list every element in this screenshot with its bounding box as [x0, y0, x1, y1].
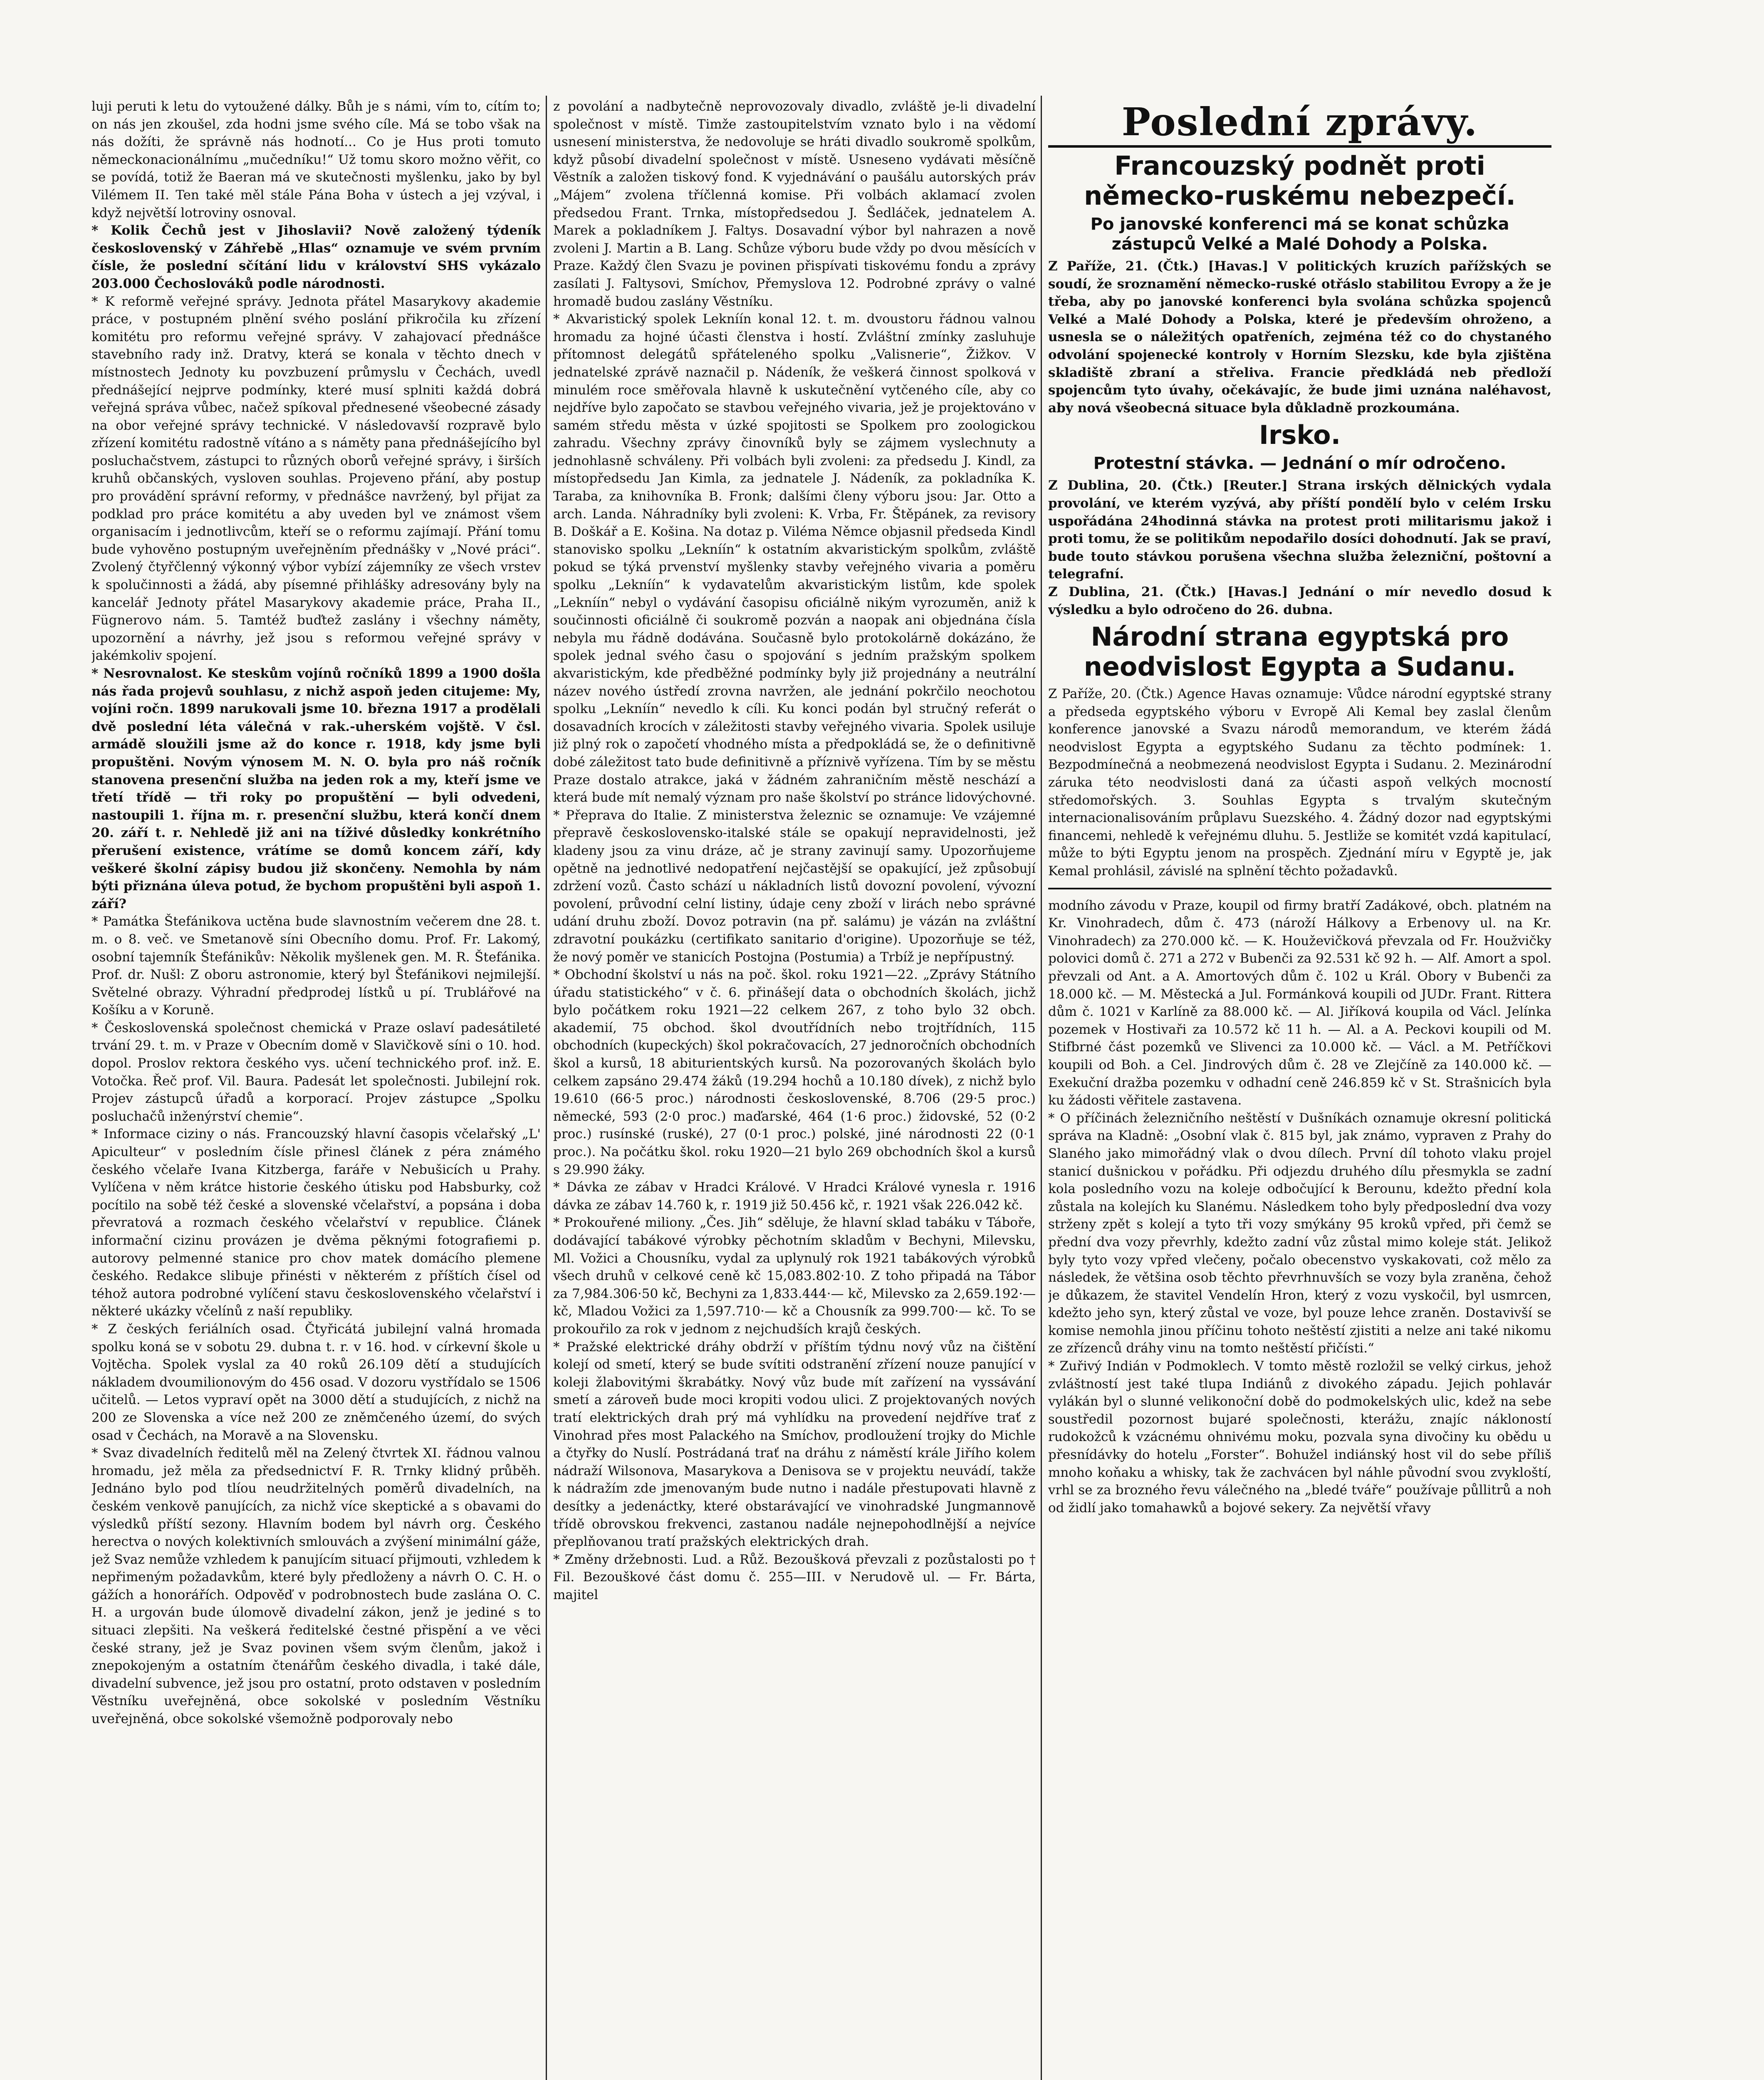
column-2 [553, 98, 1036, 2080]
article-text: * Zuřivý Indián v Podmoklech. V tomto městě rozložil se velký cirkus, jehož zvláštností jest také tlupa Indiánů z divokého západu. Jejich pohlavár vylákán byl o slunné velikonoční době do podmokelských ulic, kdež na sebe soustředil pozornost bujaré společnosti, kterážu, znajíc nákloností rudokožců k vzácnému ohnivému moku, pozvala syna divočiny ku obědu u přesnídávky do hotelu „Forster“. Bohužel indiánský host vil do sebe příliš mnoho koňaku a whisky, tak že zachvácen byl náhle původní svou zvykloští, vrhl se za brozného řevu válečného na „bledé tváře“ používaje půllitrů a noh od židlí jako tomahawků a bojové sekery. Za největší vřavy [1048, 1359, 1551, 1515]
article-text: * Svaz divadelních ředitelů měl na Zelený čtvrtek XI. řádnou valnou hromadu, jež měla za předsednictví F. R. Trnky klidný průběh. Jednáno bylo pod tlíou neudržitelných poměrů divadelních, na českém venkově panujících, za nichž více skeptické a s obavami do výsledků příští sezony. Hlavním bodem byl návrh org. Českého herectva o nových kolektivních smlouvách a zvýšení minimální gáže, jež Svaz nemůže vzhledem k panujícím situací přijmouti, vzhledem k nepřimeným požadavkům, které byly předloženy a návrh O. C. H. o gážích a honorářích. Odpověď v podrobnostech bude zaslána O. C. H. a urgován bude úlomově divadelní zákon, jenž je jediné s to situaci zlepšiti. Na veškerá ředitelské čestné přispění a ve věci české strany, jež je Svaz povinen všem svým členům, jakož i znepokojeným a ostatním čtenářům českého divadla, i také dále, divadelní subvence, jež jsou pro ostatní, proto odstaven v posledním Věstníku uveřejněná, obce sokolské v posledním Věstníku uveřejněná, obce sokolské všemožně podporovaly nebo [92, 1446, 541, 1727]
headline-france: Francouzský podnět proti německo-ruskému nebezpečí. [1084, 151, 1516, 211]
column-1 [92, 98, 541, 2080]
article-text: * Památka Štefánikova uctěna bude slavnostním večerem dne 28. t. m. o 8. več. ve Smetanově síni Obecního domu. Prof. Fr. Lakomý, osobní tajemník Štefánikův: Několik myšlenek gen. M. R. Štefánika. Prof. dr. Nušl: Z oboru astronomie, který byl Štefánikovi nejmilejší. Světelné obrazy. Výhradní předprodej lístků u pí. Trublářové na Košíku a v Koruně. [92, 914, 541, 1018]
article-text: * Informace ciziny o nás. Francouzský hlavní časopis včelařský „L' Apiculteur“ v posledním čísle přinesl článek z péra známého českého včelaře Ivana Kitzberga, faráře v Nebušicích u Prahy. Vylíčena v něm krátce historie českého útisku pod Habsburky, což pocítilo na sobě též české a slovenské včelařství, a popsána i doba převratová a rozmach českého včelařství v republice. Článek informační cizinu provázen je dvěma pěknými fotografiemi p. autorovy pelmenné stanice pro chov matek domácího plemene českého. Redakce slibuje přinésti v některém z příštích čísel od téhož autora podrobné vylíčení stavu československého včelařství i některé ukázky včelínů z naší republiky. [92, 1127, 541, 1319]
article-text: * Z českých feriálních osad. Čtyřicátá jubilejní valná hromada spolku koná se v sobotu 29. dubna t. r. v 16. hod. v církevní škole u Vojtěcha. Spolek vyslal za 40 roků 26.109 dětí a studujících nákladem dvoumilionovým do 456 osad. V dozoru vystřídalo se 1506 učitelů. — Letos vypraví opět na 3000 dětí a studujících, z nichž na 200 ze Slovenska a více než 200 ze zněmčeného území, do svých osad v Čechách, na Moravě a na Slovensku. [92, 1321, 541, 1443]
article-text: * Pražské elektrické dráhy obdrží v příštím týdnu nový vůz na čištění kolejí od smetí, který se bude svítiti odstranění zřízení nouze panující v koleji žlabovitými škrabátky. Nový vůz bude mít zařízení na vyssávání smetí a zároveň bude moci kropiti vodou ulici. Z projektovaných nových tratí elektrických drah prý má vyhlídku na provedení nejdříve trať z Vinohrad přes most Palackého na Smíchov, prodloužení trojky do Michle a čtyřky do Nuslí. Postrádaná trať na dráhu z náměstí krále Jiřího kolem nádraží Wilsonova, Masarykova a Denisova se v projektu neuvádí, takže k nádražím zde jmenovaným bude nutno i nadále přestupovati hlavně z desítky a jedenáctky, které obstarávající ve vinohradské Jungmannově třídě obrovskou frekvenci, zastanou nadále nejnepohodlnější a nejvíce přeplňovanou tratí pražských elektrických drah. [553, 1339, 1036, 1550]
subheadline-ireland: Protestní stávka. — Jednání o mír odročeno. [1093, 454, 1507, 473]
article-text: * Nesrovnalost. Ke steskům vojínů ročníků 1899 a 1900 došla nás řada projevů souhlasu, z nichž aspoň jeden citujeme: My, vojíni ročn. 1899 narukovali jsme 10. března 1917 a prodělali dvě poslední léta válečná v rak.-uherském vojště. V čsl. armádě sloužili jsme až do konce r. 1918, kdy jsme byli propuštěni. Novým výnosem M. N. O. byla pro náš ročník stanovena presenční služba na jeden rok a my, kteří jsme ve třetí třídě — tři roky po propuštění — byli odvedeni, nastoupili 1. října m. r. presenční službu, která končí dnem 20. září t. r. Nehledě již ani na tíživé důsledky konkrétního přerušení existence, vrátíme se domů koncem září, kdy veškeré školní zápisy budou již skončeny. Nemohla by nám býti přiznána úleva potud, že bychom propuštěni byli aspoň 1. září? [92, 666, 541, 911]
article-text: * Přeprava do Italie. Z ministerstva železnic se oznamuje: Ve vzájemné přepravě československo-italské stále se opakují nepravidelnosti, jež kladeny jsou za vinu dráze, ač je strany zavinují samy. Upozorňujeme opětně na jednotlivé nedopatření nejčastější se opakující, jež způsobují zdržení vozů. Často schází u nákladních listů dovozní povolení, vývozní povolení, průvodní celní listiny, údaje ceny zboží v lirách nebo správné udání druhu zboží. Dovoz potravin (na př. salámu) je vázán na zvláštní zdravotní poukázku (certifikato sanitario d'origine). Upozorňuje se též, že nový poměr ve stanicích Postojna (Postumia) a Trbíž je nepřípustný. [553, 807, 1036, 965]
section-divider [1048, 888, 1551, 889]
headline-ireland: Irsko. [1259, 420, 1341, 451]
headline-egypt: Národní strana egyptská pro neodvislost Egypta a Sudanu. [1084, 622, 1516, 682]
article-text: Z Paříže, 20. (Čtk.) Agence Havas oznamuje: Vůdce národní egyptské strany a předseda egyptského výboru v Evropě Ali Kemal bey zaslal členům konference janovské a Svazu národů memorandum, ve kterém žádá neodvislost Egypta a egyptského Sudanu za těchto podmínek: 1. Bezpodmínečná a neobmezená neodvislost Egypta i Sudanu. 2. Mezinárodní záruka této neodvislosti daná za účasti aspoň velkých mocností středomořských. 3. Souhlas Egypta s trvalým skutečným internacionalisováním průplavu Suezského. 4. Žádný dozor nad egyptskými financemi, nehledě k veřejnému dluhu. 5. Jestliže se komitét vzdá kapitulací, může to býti Egyptu jenom na prospěch. Zjednání míru v Egyptě je, jak Kemal prohlásil, závislé na splnění těchto požadavků. [1048, 686, 1551, 879]
article-text: * K reformě veřejné správy. Jednota přátel Masarykovy akademie práce, v postupném plnění svého poslání přikročila ku zřízení komitétu pro reformu veřejné správy. V zahajovací přednášce stavebního rady inž. Dratvy, která se konala v těchto dnech v místnostech Jednoty ku povzbuzení průmyslu v Čechách, uvedl přednášející nejprve podmínky, které musí splniti každá dobrá veřejná správa vůbec, načež spíkoval přednesené všeobecné zásady na obor veřejné správy technické. V následovavší rozpravě bylo zřízení komitétu radostně vítáno a s náměty pana přednášejícího byl posluchačstvem, zástupci to různých oborů veřejné správy, i širších kruhů občanských, vysloven souhlas. Projeveno přání, aby postup pro provádění správní reformy, v přednášce navržený, byl přijat za podklad pro práce komitétu a aby uveden byl ve známost všem organisacím i jednotlivcům, kteří se o reformu zajímají. Přání tomu bude vyhověno postupným uveřejněním přednášky v „Nové práci“. Zvolený čtyřčlenný výkonný výbor vybízí zájemníky ze všech vrstev k spolučinnosti a žádá, aby písemné přihlášky adresovány byly na kancelář Jednoty přátel Masarykovy akademie práce, Praha II., Fügnerovo nám. 5. Tamtéž buďtež zaslány i všechny náměty, upozornění a návrhy, jež jsou s reformou veřejné správy v jakémkoliv spojení. [92, 294, 541, 664]
article-text: luji peruti k letu do vytoužené dálky. Bůh je s námi, vím to, cítím to; on nás jen zkoušel, zda hodni jsme svého cíle. Má se tobo však na nás dožíti, že správně nás hodnotí... Co je Hus proti tomuto německonacionálnímu „mučedníku!“ Už tomu skoro možno věřit, co se povídá, totiž že Baeran má ve skutečnosti myšlenku, jako by byl Vilémem II. Ten také měl stále Pána Boha v ústech a jej vzýval, i když největší lotroviny osnoval. [92, 99, 541, 220]
masthead-latest-news: Poslední zprávy. [1048, 101, 1551, 148]
article-text: * O příčinách železničního neštěstí v Dušníkách oznamuje okresní politická správa na Kladně: „Osobní vlak č. 815 byl, jak známo, vypraven z Prahy do Slaného jako mimořádný vlak o dvou dílech. První díl tohoto vlaku projel stanicí dušnickou v pořádku. Při odjezdu druhého dílu přesmykla se zadní kola posledního vozu na koleje odbočující k Berounu, kdežto přední kola zůstala na kolejích ku Slanému. Následkem toho byly předposlední dva vozy strženy zpět s kolejí a tyto tři vozy smýkány 95 kroků vpřed, při čemž se přední dva vozy převrhly, kdežto zadní vůz zůstal mimo koleje stát. Jelikož byly tyto vozy vpřed vlečeny, počalo obecenstvo vyskakovati, což mělo za následek, že většina osob těchto převrhnuvších se vozy byla zraněna, čehož je důkazem, že stavitel Vendelín Hron, který z vozu vyskočil, byl usmrcen, kdežto jeho syn, který zůstal ve voze, byl pouze lehce zraněn. Dostavivší se komise nemohla jinou příčinu tohoto neštěstí zjistiti a nelze ani také nikomu ze zřízenců dráhy vinu na tomto neštěstí přičísti.“ [1048, 1110, 1551, 1356]
article-text: * Prokouřené miliony. „Čes. Jih“ sděluje, že hlavní sklad tabáku v Táboře, dodávající tabákové výrobky pěchotním skladům v Bechyni, Milevsku, Ml. Vožici a Chousníku, vydal za uplynulý rok 1921 tabákových výrobků všech druhů v celkové ceně kč 15,083.802·10. Z toho připadá na Tábor za 7,984.306·50 kč, Bechyni za 1,833.444·— kč, Milevsko za 2,659.192·— kč, Mladou Vožici za 1,597.710·— kč a Chousník za 999.700·— kč. To se prokouřilo za rok v jednom z nejchudších krajů českých. [553, 1215, 1036, 1337]
article-text: modního závodu v Praze, koupil od firmy bratří Zadákové, obch. platném na Kr. Vinohradech, dům č. 473 (nároží Hálkovy a Erbenovy ul. na Kr. Vinohradech) za 270.000 kč. — K. Houževičková převzala od Fr. Houžvičky polovici domů č. 271 a 272 v Bubenči za 92.531 kč 92 h. — Alf. Amort a spol. převzali od Ant. a A. Amortových dům č. 102 u Král. Obory v Bubenči za 18.000 kč. — M. Městecká a Jul. Formánková koupili od JUDr. Frant. Rittera dům č. 1021 v Karlíně za 88.000 kč. — Al. Jiříková koupila od Václ. Jelínka pozemek v Hostivaři za 10.572 kč 11 h. — Al. a A. Peckovi koupili od M. Stifbrné část pozemků ve Slivenci za 10.000 kč. — Václ. a M. Petříčkovi koupili od Boh. a Cel. Jindrových dům č. 28 ve Zlejčíně za 140.000 kč. — Exekuční dražba pozemku v odhadní ceně 246.859 kč v St. Strašnicích byla ku žádosti věřitele zastavena. [1048, 898, 1551, 1108]
article-text: Z Paříže, 21. (Čtk.) [Havas.] V politických kruzích pařížských se soudí, že sroznamění německo-ruské otřáslo stabilitou Evropy a že je třeba, aby po janovské konferenci byla svolána schůzka spojenců Velké a Malé Dohody a Polska, které je především ohroženo, a usnesla se o náležitých opatřeních, zejména též co do chystaného odvolání spojenecké kontroly v Horním Slezsku, kde byla zjištěna skladiště zbraní a střeliva. Francie předkládá neb předloží spojencům tyto úvahy, očekávajíc, že bude jimi uznána naléhavost, aby nová všeobecná situace byla důkladně prozkoumána. [1048, 259, 1551, 416]
article-text: * Obchodní školství u nás na poč. škol. roku 1921—22. „Zprávy Státního úřadu statistického“ v č. 6. přinášejí data o obchodních školách, jichž bylo počátkem roku 1921—22 celkem 267, z toho bylo 32 obch. akademií, 75 obchod. škol dvoutřídních nebo trojtřídních, 115 obchodních (kupeckých) škol pokračovacích, 27 jednoročních obchodních škol a kursů, 18 abiturientských kursů. Na pozorovaných školách bylo celkem zapsáno 29.474 žáků (19.294 hochů a 10.180 dívek), z nichž bylo 19.610 (66·5 proc.) národnosti československé, 8.706 (29·5 proc.) německé, 593 (2·0 proc.) maďarské, 464 (1·6 proc.) židovské, 52 (0·2 proc.) rusínské (ruské), 27 (0·1 proc.) polské, jiné národnosti 22 (0·1 proc.). Na počátku škol. roku 1920—21 bylo 269 obchodních škol a kursů s 29.990 žáky. [553, 967, 1036, 1177]
article-text: * Akvaristický spolek Lekníín konal 12. t. m. dvoustoru řádnou valnou hromadu za hojné účasti členstva i hostí. Zvláštní zmínky zasluhuje přítomnost delegátů spřáteleného spolku „Valisnerie“, Žižkov. V jednatelské zprávě naznačil p. Nádeník, že veškerá činnost spolková v minulém roce směřovala hlavně k uskutečnění vytčeného cíle, aby co nejdříve bylo započato se stavbou veřejného vivaria, jež je projektováno v samém středu města v úzké spojitosti se Spolkem pro zoologickou zahradu. Všechny zprávy činovníků byly se zájmem vyslechnuty a jednohlasně schváleny. Při volbách byli zvoleni: za předsedu J. Kindl, za místopředsedu Jan Kimla, za jednatele J. Nádeník, za pokladníka K. Taraba, za knihovníka B. Fronk; dalšími členy výboru jsou: Jar. Otto a arch. Landa. Náhradníky byli zvoleni: K. Vrba, Fr. Štěpánek, za revisory B. Doškář a E. Košina. Na dotaz p. Viléma Němce objasnil předseda Kindl stanovisko spolku „Lekníín“ k ostatním akvaristickým spolkům, zvláště pokud se týká prvenství myšlenky stavby veřejného vivaria a poměru spolku „Lekníín“ k vydavatelům akvaristickým listům, kde spolek „Lekníín“ nebyl o vydávání časopisu oficiálně nikým vyrozuměn, aniž k součinnosti oficiálně či soukromě pozván a naopak ani objednána čísla nebyla mu řádně dodávána. Současně bylo protokolárně dokázáno, že spolek jednal svého času o spojování s jedním pražským spolkem akvaristickým, kde předběžné podmínky byly již projednány a neutrální název nového ústředí zrovna navržen, ale jednání pokrčilo neochotou spolku „Lekníín“ nevedlo k cíli. Ku konci podán byl stručný referát o dosavadních krocích v záležitosti stavby veřejného vivaria. Spolek usiluje již plný rok o započetí vhodného místa a předpokládá se, že o definitivně dobé záležitost tato bude definitivně a příznivě vyřízena. Tím by se městu Praze dostalo atrakce, jaká v žádném zahraničním městě neschází a která bude mít nemalý význam pro naše školství po stránce lidovýchovné. [553, 312, 1036, 805]
subheadline-france: Po janovské konferenci má se konat schůzka zástupců Velké a Malé Dohody a Polska. [1090, 215, 1509, 254]
column-rule [546, 96, 547, 2080]
article-text: * Kolik Čechů jest v Jihoslavii? Nově založený týdeník československý v Záhřebě „Hlas“ oznamuje ve svém prvním čísle, že poslední sčítání lidu v království SHS vykázalo 203.000 Čechoslováků podle národnosti. [92, 223, 541, 291]
column-3 [1048, 98, 1551, 2080]
column-rule [1041, 96, 1042, 2080]
article-text: * Dávka ze zábav v Hradci Králové. V Hradci Králové vynesla r. 1916 dávka ze zábav 14.760 k, r. 1919 již 50.456 kč, r. 1921 však 226.042 kč. [553, 1180, 1036, 1213]
article-text: Z Dublina, 21. (Čtk.) [Havas.] Jednání o mír nevedlo dosud k výsledku a bylo odročeno do 26. dubna. [1048, 584, 1551, 617]
article-text: Z Dublina, 20. (Čtk.) [Reuter.] Strana irských dělnických vydala provolání, ve kterém vyzývá, aby příští pondělí bylo v celém Irsku uspořádána 24hodinná stávka na protest proti militarismu jakož i proti tomu, že se politikům nepodařilo dosíci dohodnutí. Jak se praví, bude touto stávkou porušena všechna služba železniční, poštovní a telegrafní. [1048, 478, 1551, 582]
article-text: * Změny držebnosti. Lud. a Růž. Bezoušková převzali z pozůstalosti po † Fil. Bezouškové část domu č. 255—III. v Nerudově ul. — Fr. Bárta, majitel [553, 1552, 1036, 1602]
article-text: * Československá společnost chemická v Praze oslaví padesátileté trvání 29. t. m. v Praze v Obecním domě v Slavičkově síni o 10. hod. dopol. Proslov rektora českého vys. učení technického prof. inž. E. Votočka. Řeč prof. Vil. Baura. Padesát let společnosti. Jubilejní rok. Projev zástupců úřadů a korporací. Projev zástupce „Spolku posluchačů inženýrství chemie“. [92, 1020, 541, 1124]
article-text: z povolání a nadbytečně neprovozovaly divadlo, zvláště je-li divadelní společnost v místě. Timže zastoupitelstvím vznato bylo i na vědomí usnesení ministerstva, že nedovoluje se hráti divadlo soukromě spolkům, když působí divadelní společnost v místě. Usneseno vydávati měsíčně Věstník a založen tiskový fond. K vyjednávání o paušálu autorských práv „Májem“ zvolena tříčlenná komise. Při volbách aklamací zvolen předsedou Frant. Trnka, místopředsedou J. Šedláček, jednatelem A. Marek a pokladníkem J. Faltys. Dosavadní výbor byl nahrazen a nově zvoleni J. Martin a B. Lang. Schůze výboru bude vždy po dvou měsících v Praze. Každý člen Svazu je povinen přispívati tiskovému fondu a zprávy zasílati J. Faltysovi, Smíchov, Přemyslova 12. Podrobné zprávy o valné hromadě budou zaslány Věstníku. [553, 99, 1036, 309]
